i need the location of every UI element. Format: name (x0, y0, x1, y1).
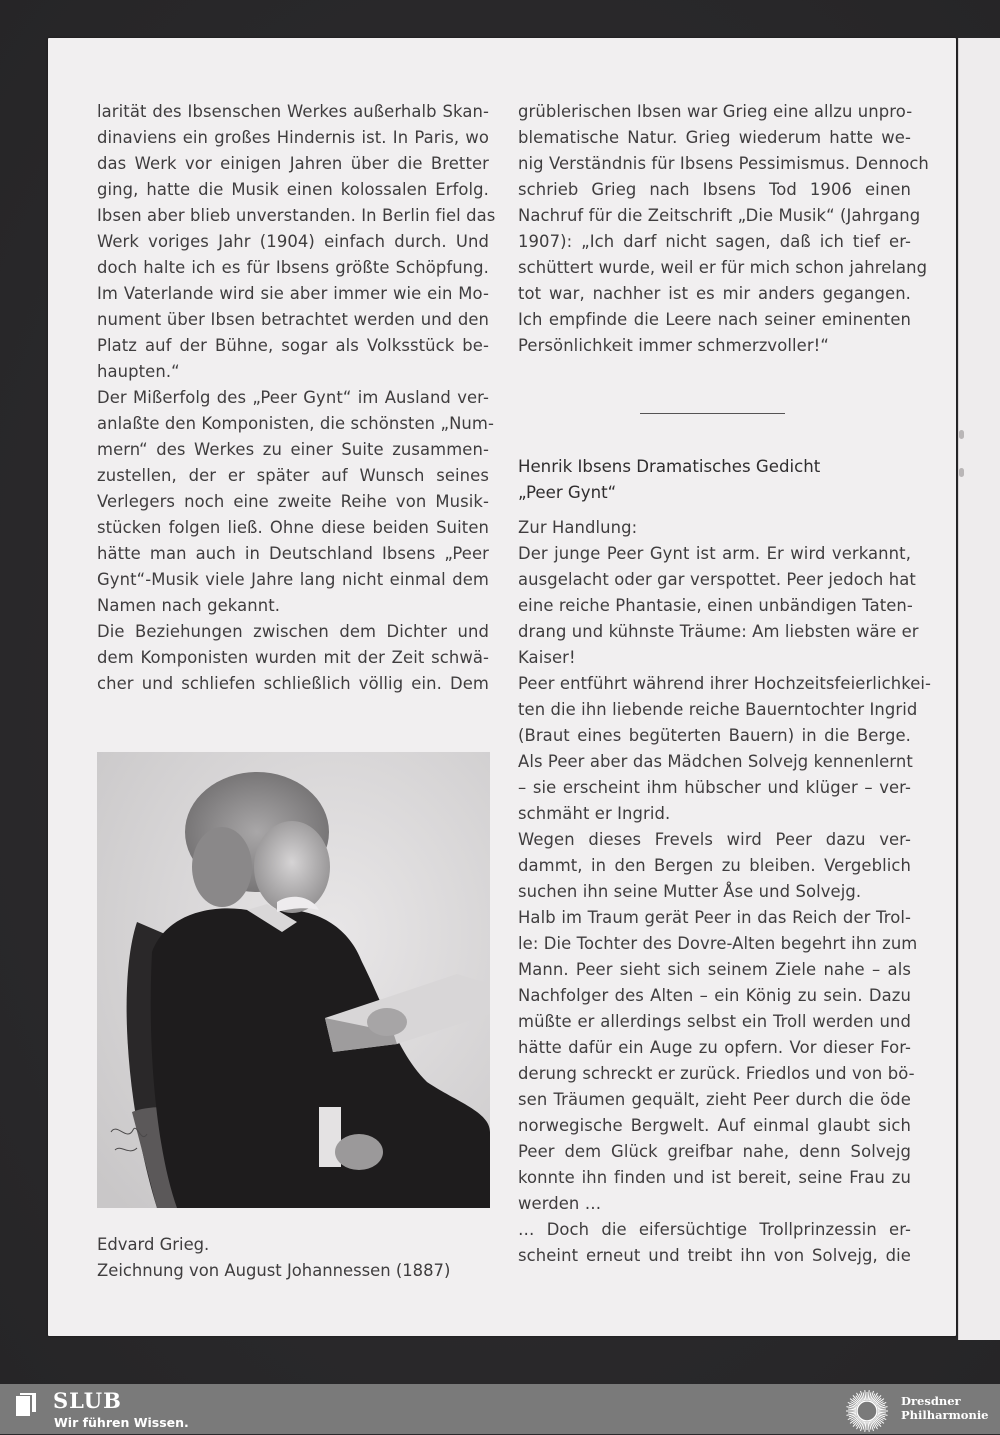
text-line: Die Beziehungen zwischen dem Dichter und (97, 622, 489, 641)
portrait-illustration (97, 752, 490, 1208)
facing-page-edge (958, 38, 1000, 1340)
text-line: Werk voriges Jahr (1904) einfach durch. Und (97, 232, 489, 251)
page-edge-mark (959, 430, 964, 439)
text-line: Platz auf der Bühne, sogar als Volksstück be- (97, 336, 489, 355)
text-line: nument über Ibsen betrachtet werden und den (97, 310, 489, 329)
text-line: norwegische Bergwelt. Auf einmal glaubt sich (518, 1116, 911, 1135)
sunburst-ray (868, 1422, 869, 1432)
text-line: ausgelacht oder gar verspottet. Peer jedoch hat (518, 570, 916, 589)
text-line: Als Peer aber das Mädchen Solvejg kennenlernt (518, 752, 913, 771)
text-line: müßte er allerdings selbst ein Troll werden und (518, 1012, 911, 1031)
text-line: Verlegers noch eine zweite Reihe von Musik- (97, 492, 489, 511)
text-line: Gynt“-Musik viele Jahre lang nicht einmal dem (97, 570, 489, 589)
text-line: – sie erscheint ihm hübscher und klüger – ver- (518, 778, 911, 797)
section-heading-subtitle: „Peer Gynt“ (518, 483, 617, 502)
text-line: Wegen dieses Frevels wird Peer dazu ver- (518, 830, 911, 849)
sunburst-center (857, 1401, 877, 1421)
text-line: tot war, nachher ist es mir anders gegangen. (518, 284, 911, 303)
sunburst-ray (848, 1412, 856, 1413)
text-line: schrieb Grieg nach Ibsens Tod 1906 einen (518, 180, 911, 199)
text-line: scheint erneut und treibt ihn von Solvejg, die (518, 1246, 911, 1265)
text-line: Persönlichkeit immer schmerzvoller!“ (518, 336, 829, 355)
text-line: hätte man auch in Deutschland Ibsens „Peer (97, 544, 489, 563)
sunburst-ray (878, 1409, 886, 1410)
text-line: nig Verständnis für Ibsens Pessimismus. Dennoch (518, 154, 929, 173)
text-line: drang und kühnste Träume: Am liebsten wäre er (518, 622, 919, 641)
text-line: schüttert wurde, weil er für mich schon jahrelang (518, 258, 928, 277)
footer-bar (0, 1384, 1000, 1434)
text-line: Zur Handlung: (518, 518, 638, 537)
slub-brand[interactable]: SLUB (53, 1388, 122, 1413)
slub-tagline: Wir führen Wissen. (54, 1415, 189, 1430)
text-line: cher und schliefen schließlich völlig ein. Dem (97, 674, 489, 693)
text-line: konnte ihn finden und ist bereit, seine Frau zu (518, 1168, 911, 1187)
text-line: eine reiche Phantasie, einen unbändigen Taten- (518, 596, 913, 615)
sunburst-ray (848, 1409, 856, 1410)
text-line: Peer dem Glück greifbar nahe, denn Solvejg (518, 1142, 911, 1161)
text-line: Im Vaterlande wird sie aber immer wie ein Mo- (97, 284, 489, 303)
text-line: Nachruf für die Zeitschrift „Die Musik“ (Jahrgang (518, 206, 921, 225)
dp-brand-line2: Philharmonie (901, 1408, 989, 1422)
sunburst-ring-icon (843, 1387, 891, 1435)
text-line: Halb im Traum gerät Peer in das Reich der Trol- (518, 908, 911, 927)
section-separator-line (640, 413, 785, 414)
dresdner-philharmonie-brand[interactable] (901, 1394, 989, 1422)
text-line: Ibsen aber blieb unverstanden. In Berlin fiel das (97, 206, 496, 225)
text-line: derung schreckt er zurück. Friedlos und von bö- (518, 1064, 915, 1083)
text-line: grüblerischen Ibsen war Grieg eine allzu unpro- (518, 102, 913, 121)
text-line: Mann. Peer sieht sich seinem Ziele nahe – als (518, 960, 911, 979)
caption-credit: Zeichnung von August Johannessen (1887) (97, 1261, 451, 1280)
text-line: werden … (518, 1194, 602, 1213)
text-line: sen Träumen gequält, zieht Peer durch die öde (518, 1090, 911, 1109)
text-line: haupten.“ (97, 362, 180, 381)
text-line: das Werk vor einigen Jahren über die Bretter (97, 154, 489, 173)
text-line: mern“ des Werkes zu einer Suite zusammen- (97, 440, 489, 459)
text-line: le: Die Tochter des Dovre-Alten begehrt ihn zum (518, 934, 918, 953)
left-text-column (97, 99, 496, 697)
sunburst-ray (868, 1390, 869, 1400)
text-line: Kaiser! (518, 648, 576, 667)
text-line: … Doch die eifersüchtige Trollprinzessin er- (518, 1220, 911, 1239)
text-line: dammt, in den Bergen zu bleiben. Vergeblich (518, 856, 911, 875)
page-edge-mark (959, 468, 964, 477)
right-text-column-top (518, 99, 929, 359)
text-line: Namen nach gekannt. (97, 596, 281, 615)
text-line: Ich empfinde die Leere nach seiner eminenten (518, 310, 911, 329)
text-line: doch halte ich es für Ibsens größte Schöpfung. (97, 258, 489, 277)
section-heading-title: Henrik Ibsens Dramatisches Gedicht (518, 457, 821, 476)
text-line: suchen ihn seine Mutter Åse und Solvejg. (518, 882, 862, 901)
sunburst-ray (865, 1390, 866, 1400)
dp-brand-line1: Dresdner (901, 1394, 961, 1408)
text-line: ging, hatte die Musik einen kolossalen Erfolg. (97, 180, 489, 199)
text-line: schmäht er Ingrid. (518, 804, 671, 823)
text-line: blematische Natur. Grieg wiederum hatte we- (518, 128, 911, 147)
text-line: Peer entführt während ihrer Hochzeitsfeierlichkei- (518, 674, 932, 693)
text-line: Der Mißerfolg des „Peer Gynt“ im Ausland ver- (97, 388, 489, 407)
text-line: stücken folgen ließ. Ohne diese beiden Suiten (97, 518, 489, 537)
sunburst-ray (865, 1422, 866, 1432)
text-line: dinaviens ein großes Hindernis ist. In Paris, wo (97, 128, 489, 147)
text-line: zustellen, der er später auf Wunsch seines (97, 466, 489, 485)
text-line: dem Komponisten wurden mit der Zeit schwä- (97, 648, 489, 667)
book-pages-icon (14, 1392, 40, 1418)
figure-caption (97, 1232, 497, 1284)
text-line: (Braut eines begüterten Bauern) in die Berge. (518, 726, 911, 745)
text-line: ten die ihn liebende reiche Bauerntochter Ingrid (518, 700, 918, 719)
text-line: Der junge Peer Gynt ist arm. Er wird verkannt, (518, 544, 911, 563)
text-line: larität des Ibsenschen Werkes außerhalb Skan- (97, 102, 489, 121)
caption-title: Edvard Grieg. (97, 1235, 210, 1254)
text-line: Nachfolger des Alten – ein König zu sein. Dazu (518, 986, 911, 1005)
text-line: anlaßte den Komponisten, die schönsten „Num- (97, 414, 494, 433)
sunburst-ray (878, 1412, 886, 1413)
right-text-column-body (518, 515, 932, 1269)
text-line: hätte dafür ein Auge zu opfern. Vor dieser For- (518, 1038, 911, 1057)
text-line: 1907): „Ich darf nicht sagen, daß ich tief er- (518, 232, 911, 251)
grieg-portrait-image (97, 752, 490, 1208)
section-heading (518, 454, 911, 506)
